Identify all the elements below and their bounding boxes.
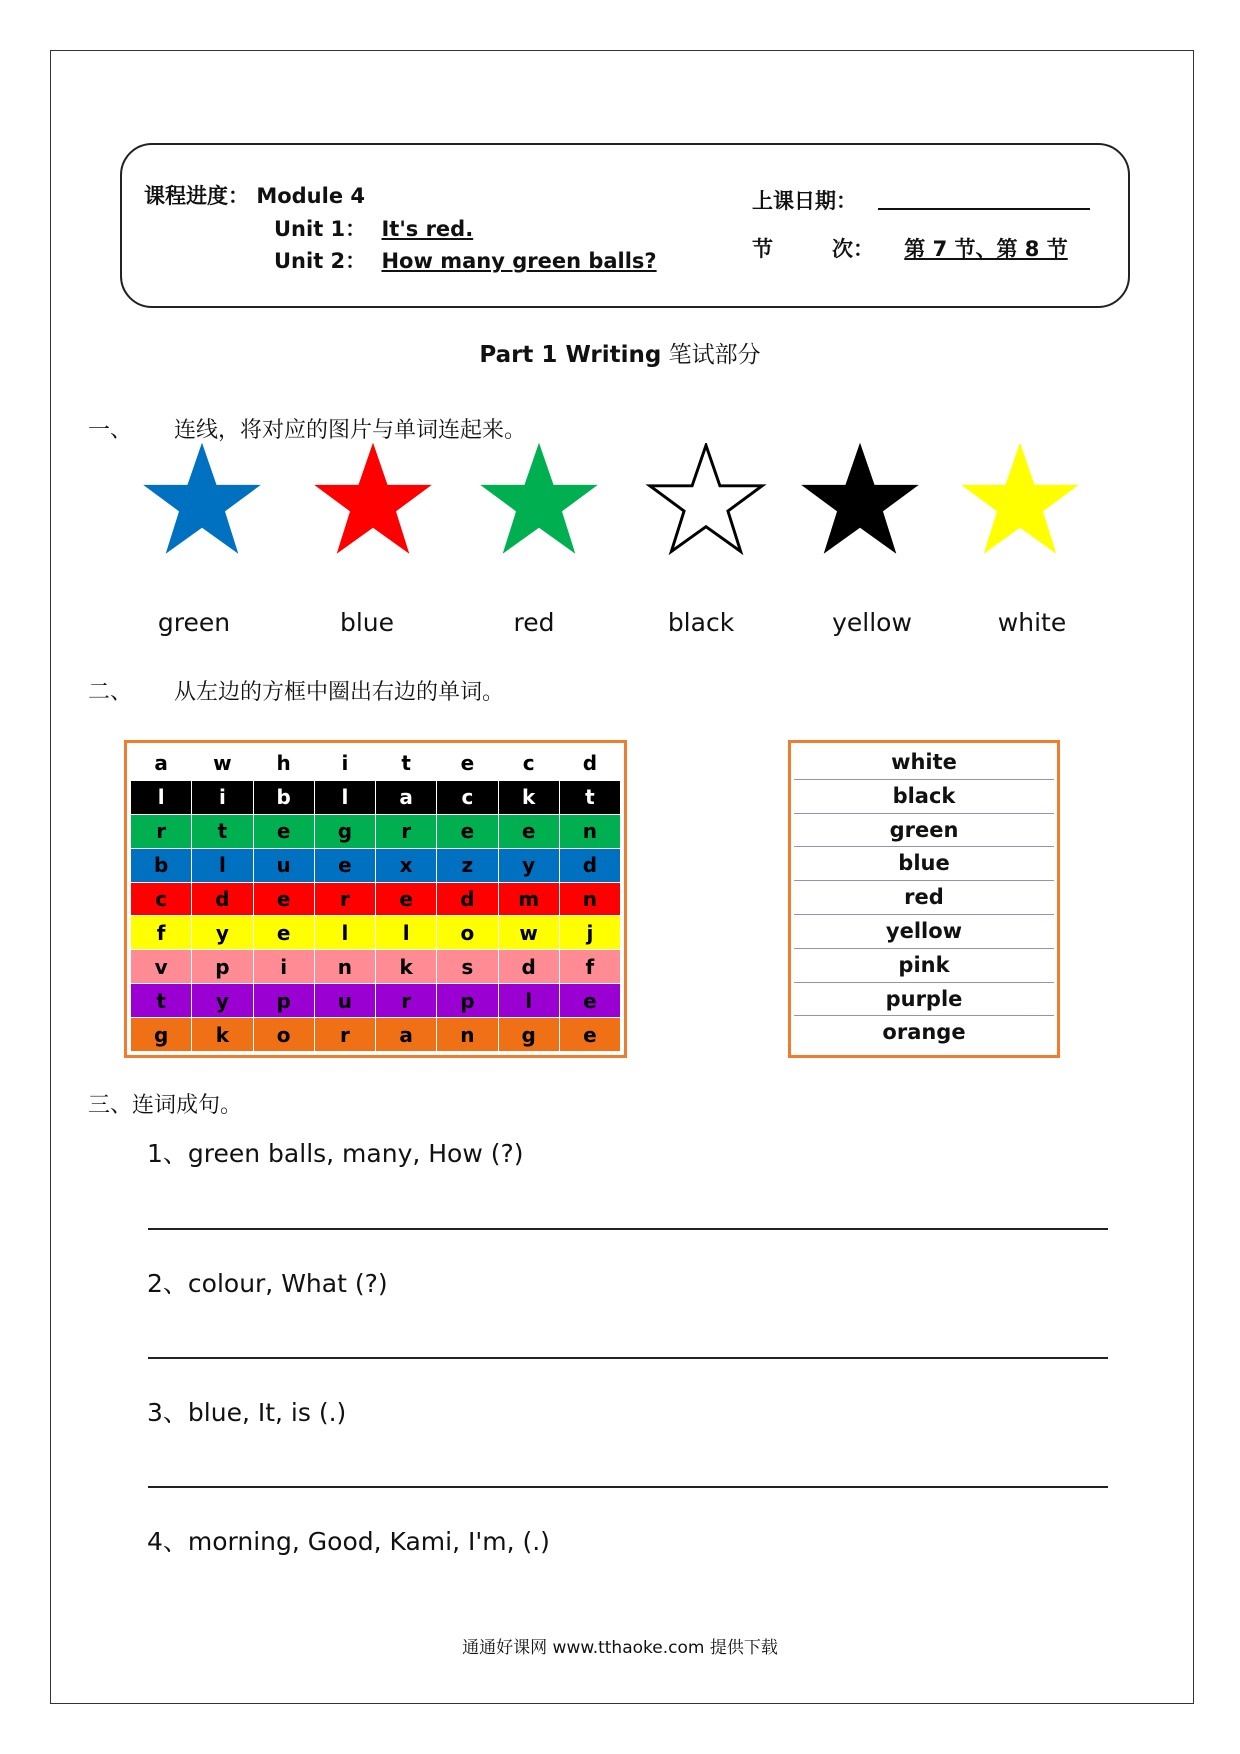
unit2-title: How many green balls? [381,249,657,273]
unit1-label: Unit 1： [274,217,367,241]
grid-cell[interactable]: e [437,747,498,781]
green-star-icon[interactable] [475,443,603,555]
section3-heading: 三、连词成句。 [88,1093,243,1118]
grid-cell[interactable]: a [131,747,192,781]
grid-cell[interactable]: t [192,814,253,848]
grid-cell[interactable]: p [253,984,314,1018]
grid-cell[interactable]: c [437,780,498,814]
grid-cell[interactable]: l [498,984,559,1018]
date-label: 上课日期： [752,189,857,213]
course-progress [144,180,365,210]
grid-cell[interactable]: k [498,780,559,814]
grid-cell[interactable]: r [376,814,437,848]
answer-line-2[interactable] [148,1357,1108,1359]
grid-cell[interactable]: m [498,882,559,916]
word-list-box [788,740,1060,1058]
grid-cell[interactable]: v [131,950,192,984]
unit1-line [274,213,473,243]
grid-cell[interactable]: o [253,1018,314,1052]
grid-cell[interactable]: f [131,916,192,950]
grid-row [131,950,621,984]
grid-cell[interactable]: p [192,950,253,984]
grid-row [131,747,621,781]
grid-row [131,848,621,882]
date-blank[interactable] [878,208,1090,210]
grid-cell[interactable]: e [253,814,314,848]
grid-cell[interactable]: l [131,780,192,814]
black-star-icon[interactable] [796,443,924,555]
grid-cell[interactable]: n [314,950,375,984]
grid-row [131,780,621,814]
blue-star-icon[interactable] [138,443,266,555]
grid-cell[interactable]: l [314,916,375,950]
section2-heading [88,675,504,706]
section1-number: 一、 [88,418,133,443]
word-blue[interactable]: blue [339,608,395,637]
grid-cell[interactable]: i [253,950,314,984]
list-word-yellow: yellow [794,915,1054,949]
question-1: 1、green balls, many, How (?) [147,1139,524,1168]
grid-cell[interactable]: z [437,848,498,882]
grid-cell[interactable]: x [376,848,437,882]
grid-cell[interactable]: g [314,814,375,848]
grid-cell[interactable]: e [376,882,437,916]
session-label-b: 次： [832,237,874,261]
word-white[interactable]: white [997,608,1067,637]
grid-row [131,882,621,916]
grid-cell[interactable]: e [559,984,620,1018]
red-star-icon[interactable] [309,443,437,555]
grid-cell[interactable]: b [253,780,314,814]
grid-cell[interactable]: p [437,984,498,1018]
unit1-title: It's red. [381,217,474,241]
list-word-purple: purple [794,983,1054,1017]
section2-instruction: 从左边的方框中圈出右边的单词。 [174,680,505,705]
grid-cell[interactable]: e [437,814,498,848]
part-title-bold: Part 1 Writing [479,342,662,368]
answer-line-3[interactable] [148,1486,1108,1488]
grid-cell[interactable]: j [559,916,620,950]
word-black[interactable]: black [667,608,735,637]
grid-cell[interactable]: r [314,1018,375,1052]
list-word-green: green [794,814,1054,848]
word-green[interactable]: green [157,608,231,637]
grid-cell[interactable]: e [253,882,314,916]
grid-row [131,984,621,1018]
section2-number: 二、 [88,680,133,705]
grid-cell[interactable]: k [192,1018,253,1052]
grid-cell[interactable]: s [437,950,498,984]
grid-cell[interactable]: e [559,1018,620,1052]
part-title-rest: 笔试部分 [661,342,761,368]
question-2: 2、colour, What (?) [147,1269,388,1298]
session-value: 第 7 节、第 8 节 [904,237,1068,261]
list-word-red: red [794,881,1054,915]
module-label: Module 4 [256,184,365,208]
grid-cell[interactable]: t [376,747,437,781]
list-word-black: black [794,780,1054,814]
grid-cell[interactable]: c [498,747,559,781]
grid-cell[interactable]: h [253,747,314,781]
grid-cell[interactable]: b [131,848,192,882]
grid-row [131,916,621,950]
grid-cell[interactable]: r [314,882,375,916]
grid-cell[interactable]: d [192,882,253,916]
grid-cell[interactable]: k [376,950,437,984]
grid-cell[interactable]: t [559,780,620,814]
grid-cell[interactable]: l [376,916,437,950]
grid-cell[interactable]: r [131,814,192,848]
grid-cell[interactable]: y [192,916,253,950]
grid-row [131,814,621,848]
grid-cell[interactable]: i [314,747,375,781]
list-word-orange: orange [882,1020,966,1045]
section1-instruction: 连线，将对应的图片与单词连起来。 [174,418,527,443]
grid-cell[interactable]: a [376,780,437,814]
grid-cell[interactable]: r [376,984,437,1018]
unit2-label: Unit 2： [274,249,367,273]
grid-cell[interactable]: l [314,780,375,814]
footer: 通通好课网 www.tthaoke.com 提供下载 [462,1638,778,1658]
grid-cell[interactable]: g [131,1018,192,1052]
grid-cell[interactable]: d [559,848,620,882]
session-label-a: 节 [752,237,773,261]
grid-cell[interactable]: a [376,1018,437,1052]
grid-cell[interactable]: d [559,747,620,781]
unit2-line [274,245,657,275]
grid-cell[interactable]: y [192,984,253,1018]
grid-cell[interactable]: n [437,1018,498,1052]
word-red[interactable]: red [513,608,555,637]
course-info-box [120,143,1130,308]
grid-cell[interactable]: u [253,848,314,882]
grid-cell[interactable]: d [437,882,498,916]
grid-cell[interactable]: d [498,950,559,984]
grid-cell[interactable]: n [559,814,620,848]
letter-table [130,746,621,1052]
grid-cell[interactable]: o [437,916,498,950]
grid-row [131,1018,621,1052]
grid-cell[interactable]: l [192,848,253,882]
grid-cell[interactable]: w [498,916,559,950]
section1-heading [88,413,526,444]
grid-cell[interactable]: t [131,984,192,1018]
list-word-pink: pink [794,949,1054,983]
grid-cell[interactable]: n [559,882,620,916]
grid-cell[interactable]: e [314,848,375,882]
question-4: 4、morning, Good, Kami, I'm, (.) [147,1527,550,1556]
progress-label: 课程进度： [144,184,249,208]
yellow-star-icon[interactable] [956,443,1084,555]
grid-cell[interactable]: y [498,848,559,882]
grid-cell[interactable]: c [131,882,192,916]
word-search-grid [124,740,627,1058]
grid-cell[interactable]: e [253,916,314,950]
question-3: 3、blue, It, is (.) [147,1398,347,1427]
list-word-blue: blue [794,847,1054,881]
grid-cell[interactable]: w [192,747,253,781]
list-word-white: white [794,746,1054,780]
part-title [0,336,1240,369]
white-star-icon[interactable] [642,443,770,555]
word-yellow[interactable]: yellow [832,608,912,637]
grid-cell[interactable]: i [192,780,253,814]
grid-cell[interactable]: f [559,950,620,984]
grid-cell[interactable]: g [498,1018,559,1052]
grid-cell[interactable]: e [498,814,559,848]
answer-line-1[interactable] [148,1228,1108,1230]
grid-cell[interactable]: u [314,984,375,1018]
